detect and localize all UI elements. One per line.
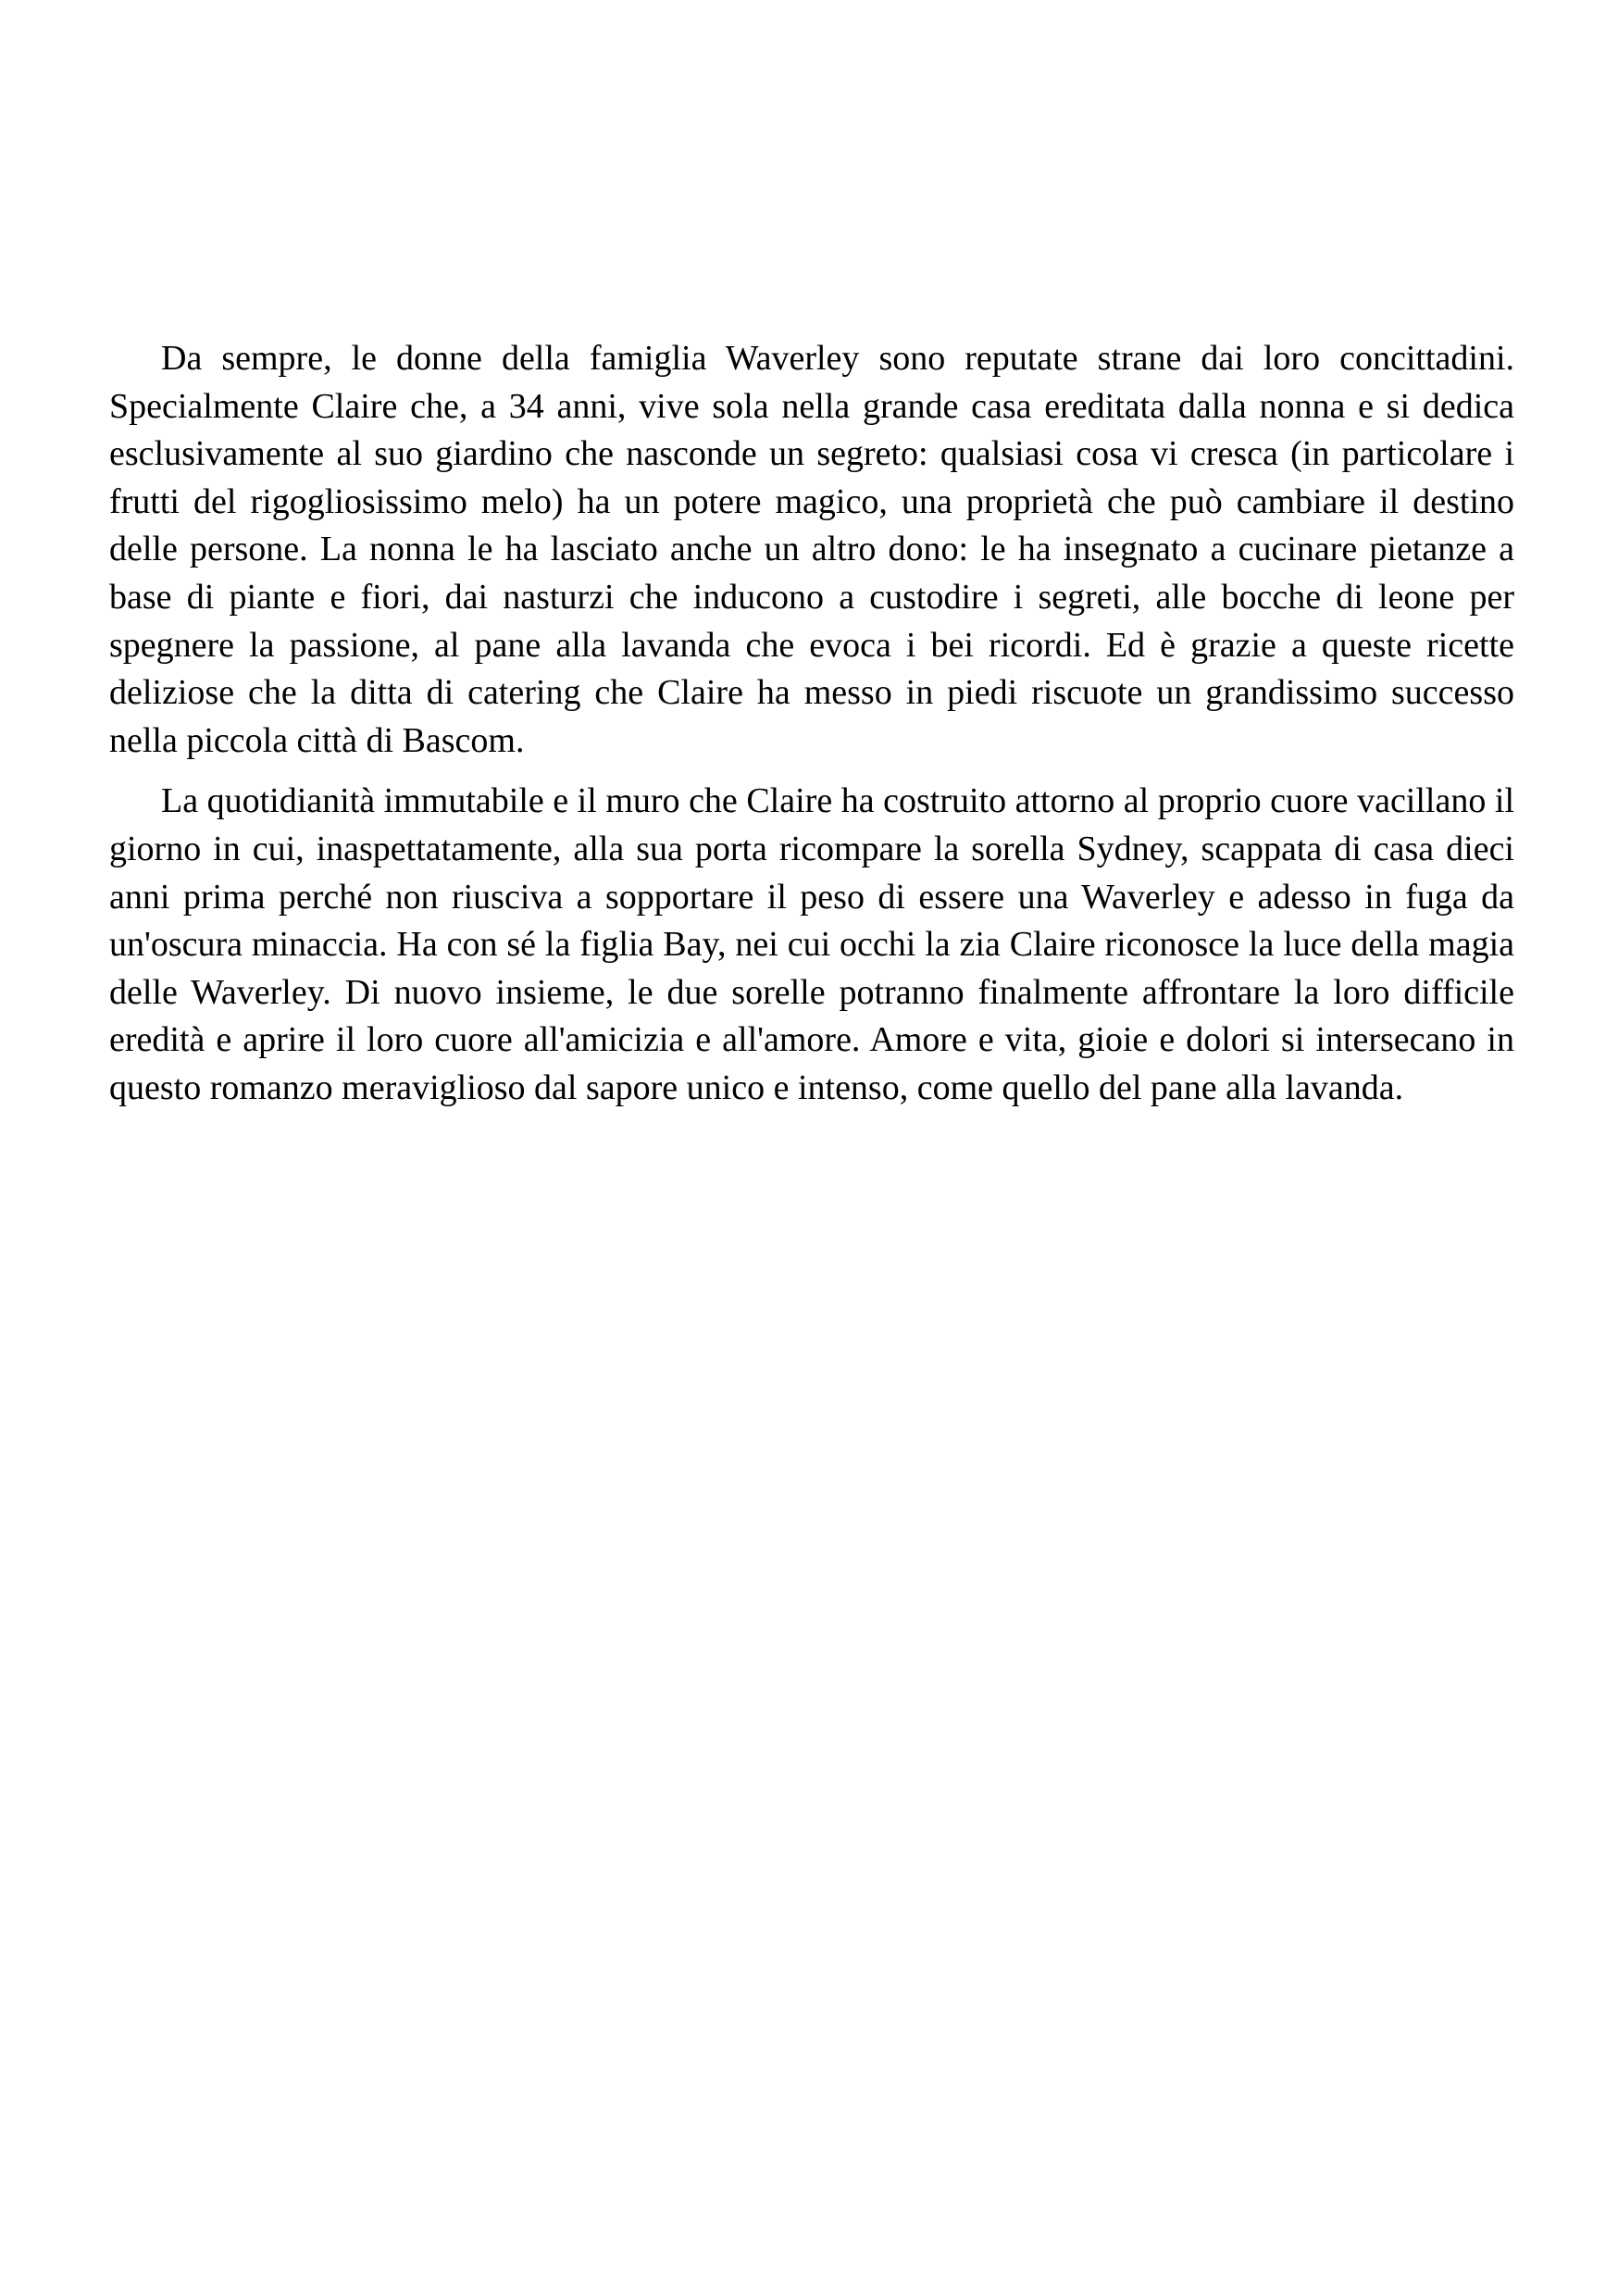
paragraph-1: Da sempre, le donne della famiglia Waverley sono reputate strane dai loro concittadini. Specialmente Claire che, a 34 anni, vive sola nella grande casa ereditata dalla nonna e si dedica esclusivamente al suo giardino che nasconde un segreto: qualsiasi cosa vi cresca (in particolare i frutti del rigogliosissimo melo) ha un potere magico, una proprietà che può cambiare il destino delle persone. La nonna le ha lasciato anche un altro dono: le ha insegnato a cucinare pietanze a base di piante e fiori, dai nasturzi che inducono a custodire i segreti, alle bocche di leone per spegnere la passione, al pane alla lavanda che evoca i bei ricordi. Ed è grazie a queste ricette deliziose che la ditta di catering che Claire ha messo in piedi riscuote un grandissimo successo nella piccola città di Bascom. [109,339,1514,760]
paragraph-2: La quotidianità immutabile e il muro che Claire ha costruito attorno al proprio cuore vacillano il giorno in cui, inaspettatamente, alla sua porta ricompare la sorella Sydney, scappata di casa dieci anni prima perché non riusciva a sopportare il peso di essere una Waverley e adesso in fuga da un'oscura minaccia. Ha con sé la figlia Bay, nei cui occhi la zia Claire riconosce la luce della magia delle Waverley. Di nuovo insieme, le due sorelle potranno finalmente affrontare la loro difficile eredità e aprire il loro cuore all'amicizia e all'amore. Amore e vita, gioie e dolori si intersecano in questo romanzo meraviglioso dal sapore unico e intenso, come quello del pane alla lavanda. [109,781,1514,1107]
body-text [109,335,1514,1113]
